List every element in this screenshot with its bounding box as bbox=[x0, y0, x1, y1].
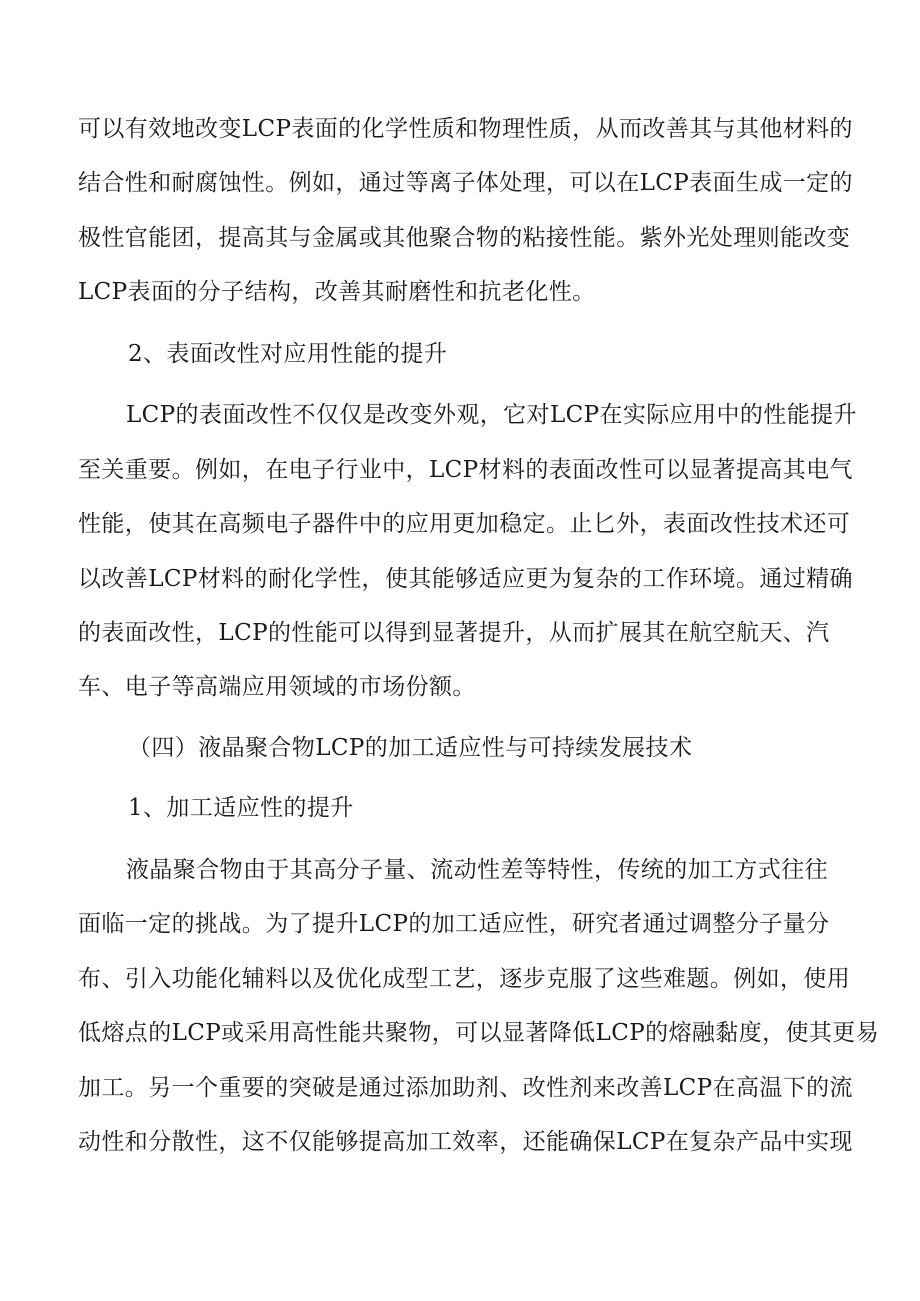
paragraph-3-line-1: 液晶聚合物由于其高分子量、流动性差等特性，传统的加工方式往往 bbox=[126, 857, 828, 883]
paragraph-2-line-6: 车、电子等高端应用领域的市场份额。 bbox=[78, 674, 476, 700]
paragraph-3-line-4: 低熔点的LCP或采用高性能共聚物，可以显著降低LCP的熔融黏度，使其更易 bbox=[78, 1020, 880, 1046]
paragraph-1-line-2: 结合性和耐腐蚀性。例如，通过等离子体处理，可以在LCP表面生成一定的 bbox=[78, 170, 853, 196]
paragraph-2-line-5: 的表面改性，LCP的性能可以得到显著提升，从而扩展其在航空航天、汽 bbox=[78, 620, 830, 646]
paragraph-2-line-4: 以改善LCP材料的耐化学性，使其能够适应更为复杂的工作环境。通过精确 bbox=[78, 566, 853, 592]
paragraph-1-line-3: 极性官能团，提高其与金属或其他聚合物的粘接性能。紫外光处理则能改变 bbox=[78, 225, 851, 251]
paragraph-3-line-2: 面临一定的挑战。为了提升LCP的加工适应性，研究者通过调整分子量分 bbox=[78, 911, 830, 937]
section-heading-four: （四）液晶聚合物LCP的加工适应性与可持续发展技术 bbox=[128, 735, 693, 761]
subsection-heading-1: 1、加工适应性的提升 bbox=[128, 795, 354, 821]
paragraph-2-line-1: LCP的表面改性不仅仅是改变外观，它对LCP在实际应用中的性能提升 bbox=[126, 402, 857, 428]
paragraph-3-line-6: 动性和分散性，这不仅能够提高加工效率，还能确保LCP在复杂产品中实现 bbox=[78, 1129, 853, 1155]
paragraph-3-line-3: 布、引入功能化辅料以及优化成型工艺，逐步克服了这些难题。例如，使用 bbox=[78, 966, 851, 992]
paragraph-2-line-3: 性能，使其在高频电子器件中的应用更加稳定。止匕外，表面改性技术还可 bbox=[78, 511, 851, 537]
paragraph-2-line-2: 至关重要。例如，在电子行业中，LCP材料的表面改性可以显著提高其电气 bbox=[78, 457, 853, 483]
paragraph-3-line-5: 加工。另一个重要的突破是通过添加助剂、改性剂来改善LCP在高温下的流 bbox=[78, 1075, 853, 1101]
paragraph-1-line-1: 可以有效地改变LCP表面的化学性质和物理性质，从而改善其与其他材料的 bbox=[78, 116, 853, 142]
section-heading-2: 2、表面改性对应用性能的提升 bbox=[128, 341, 448, 367]
paragraph-1-line-4: LCP表面的分子结构，改善其耐磨性和抗老化性。 bbox=[78, 279, 596, 305]
